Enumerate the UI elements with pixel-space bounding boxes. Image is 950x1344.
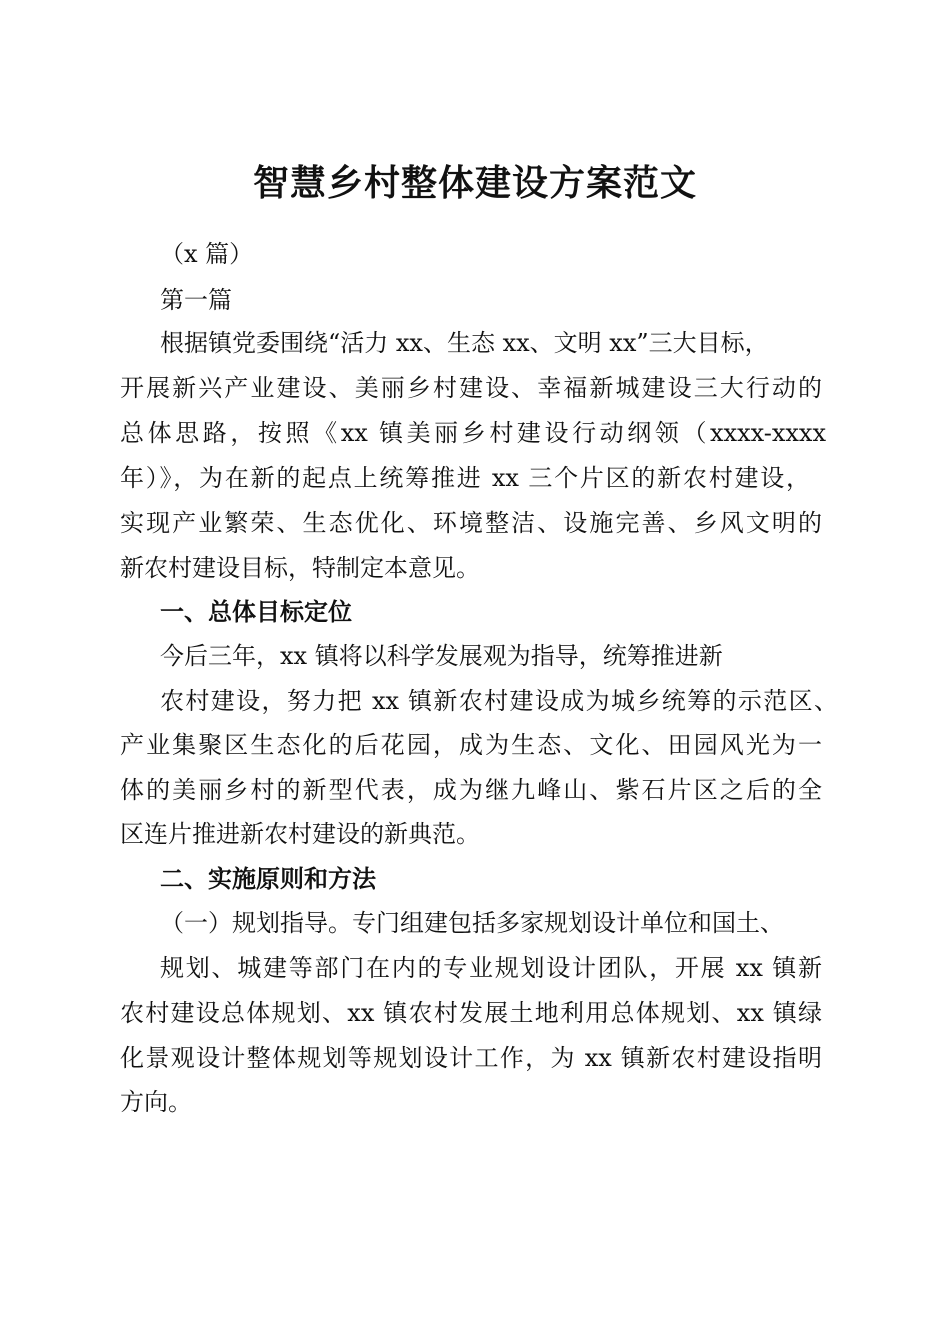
intro-line: 实现产业繁荣、生态优化、环境整洁、设施完善、乡风文明的: [120, 509, 822, 537]
intro-line: 总体思路，按照《xx 镇美丽乡村建设行动纲领（xxxx-xxxx: [120, 419, 826, 447]
subtitle: （x 篇）: [160, 240, 254, 268]
section-line: 区连片推进新农村建设的新典范。: [120, 820, 480, 848]
part-label: 第一篇: [160, 286, 232, 314]
section-line: 产业集聚区生态化的后花园，成为生态、文化、田园风光为一: [120, 731, 822, 759]
section-line: 农村建设，努力把 xx 镇新农村建设成为城乡统筹的示范区、: [160, 687, 838, 715]
section-line: 体的美丽乡村的新型代表，成为继九峰山、紫石片区之后的全: [120, 776, 822, 804]
section-line: 化景观设计整体规划等规划设计工作，为 xx 镇新农村建设指明: [120, 1044, 822, 1072]
section-heading: 一、总体目标定位: [160, 598, 352, 626]
section-line: 规划、城建等部门在内的专业规划设计团队，开展 xx 镇新: [160, 954, 822, 982]
document-title: 智慧乡村整体建设方案范文: [252, 162, 697, 205]
section-line: 方向。: [120, 1088, 192, 1116]
section-line: （一）规划指导。专门组建包括多家规划设计单位和国土、: [160, 909, 784, 937]
intro-line: 新农村建设目标，特制定本意见。: [120, 554, 480, 582]
section-line: 今后三年，xx 镇将以科学发展观为指导，统筹推进新: [160, 642, 723, 670]
section-line: 农村建设总体规划、xx 镇农村发展土地利用总体规划、xx 镇绿: [120, 999, 822, 1027]
section-heading: 二、实施原则和方法: [160, 865, 376, 893]
intro-line: 开展新兴产业建设、美丽乡村建设、幸福新城建设三大行动的: [120, 374, 822, 402]
intro-line: 年）》，为在新的起点上统筹推进 xx 三个片区的新农村建设，: [120, 464, 810, 492]
intro-line: 根据镇党委围绕“活力 xx、生态 xx、文明 xx”三大目标，: [160, 329, 769, 357]
